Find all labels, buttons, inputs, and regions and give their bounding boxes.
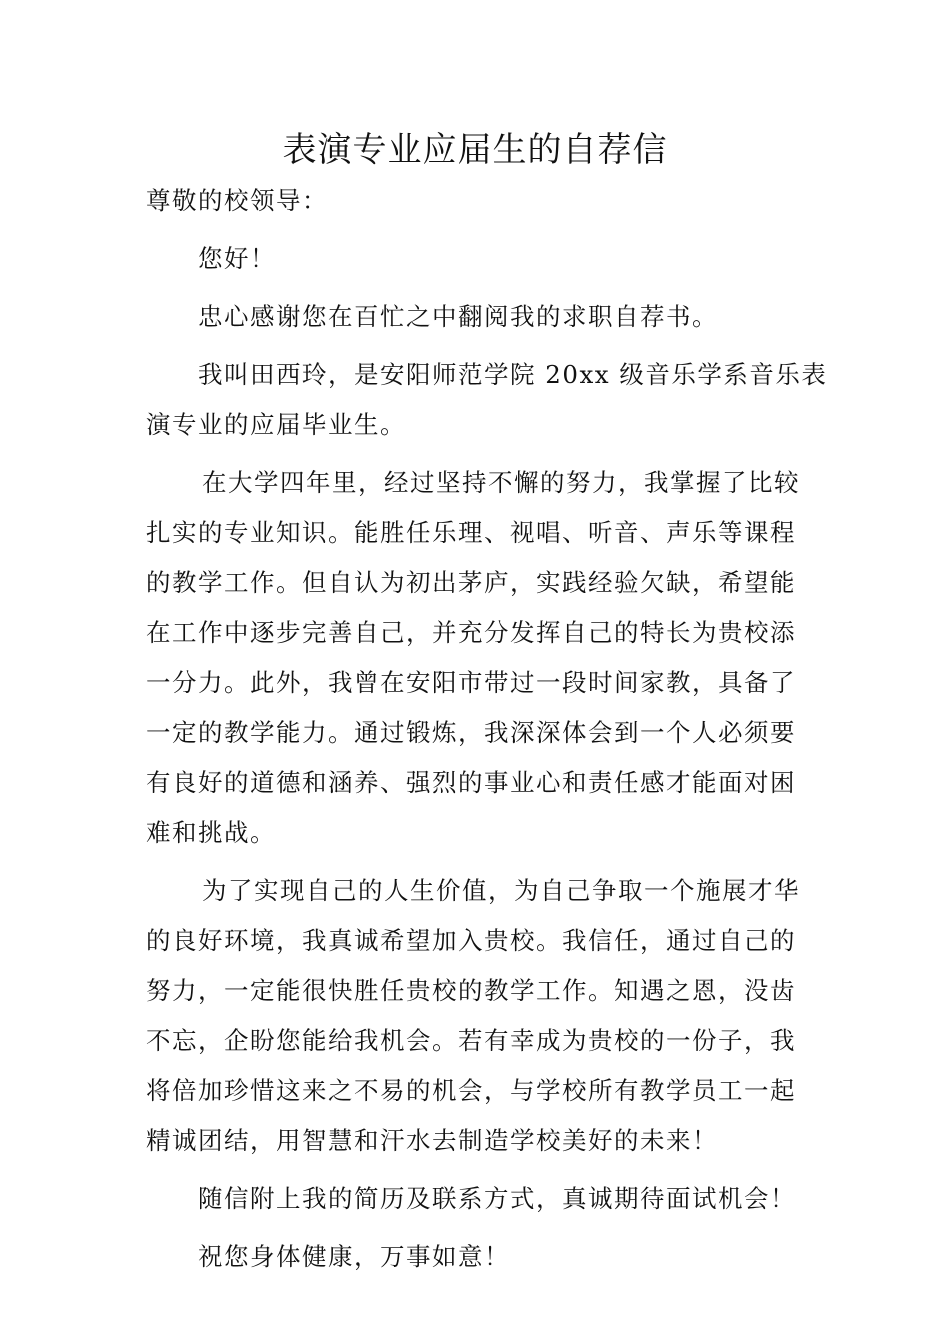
paragraph-line: 的教学工作。但自认为初出茅庐，实践经验欠缺，希望能 (146, 568, 796, 597)
paragraph-line: 我叫田西玲，是安阳师范学院 20xx 级音乐学系音乐表 (198, 360, 828, 389)
closing-wish: 祝您身体健康，万事如意！ (198, 1242, 510, 1271)
greeting: 您好！ (198, 244, 276, 273)
letter-body (146, 176, 828, 1282)
paragraph-line: 演专业的应届毕业生。 (146, 410, 406, 439)
paragraph-line: 在工作中逐步完善自己，并充分发挥自己的特长为贵校添 (146, 618, 796, 647)
paragraph-line: 难和挑战。 (146, 818, 276, 847)
paragraph-line: 有良好的道德和涵养、强烈的事业心和责任感才能面对困 (146, 768, 796, 797)
paragraph-line: 为了实现自己的人生价值，为自己争取一个施展才华 (202, 876, 800, 905)
thanks-paragraph: 忠心感谢您在百忙之中翻阅我的求职自荐书。 (198, 302, 718, 331)
paragraph-line: 一分力。此外，我曾在安阳市带过一段时间家教，具备了 (146, 668, 796, 697)
paragraph-line: 精诚团结，用智慧和汗水去制造学校美好的未来！ (146, 1126, 718, 1155)
attachment-note: 随信附上我的简历及联系方式，真诚期待面试机会！ (198, 1184, 796, 1213)
paragraph-line: 扎实的专业知识。能胜任乐理、视唱、听音、声乐等课程 (146, 518, 796, 547)
paragraph-line: 努力，一定能很快胜任贵校的教学工作。知遇之恩，没齿 (146, 976, 796, 1005)
paragraph-line: 的良好环境，我真诚希望加入贵校。我信任，通过自己的 (146, 926, 796, 955)
paragraph-line: 将倍加珍惜这来之不易的机会，与学校所有教学员工一起 (146, 1076, 796, 1105)
paragraph-line: 不忘，企盼您能给我机会。若有幸成为贵校的一份子，我 (146, 1026, 796, 1055)
paragraph-line: 一定的教学能力。通过锻炼，我深深体会到一个人必须要 (146, 718, 796, 747)
intro-paragraph (146, 350, 828, 450)
goal-paragraph (146, 866, 810, 1166)
study-paragraph (146, 458, 810, 858)
salutation: 尊敬的校领导： (146, 186, 328, 215)
page-title: 表演专业应届生的自荐信 (282, 130, 668, 170)
paragraph-line: 在大学四年里，经过坚持不懈的努力，我掌握了比较 (202, 468, 800, 497)
